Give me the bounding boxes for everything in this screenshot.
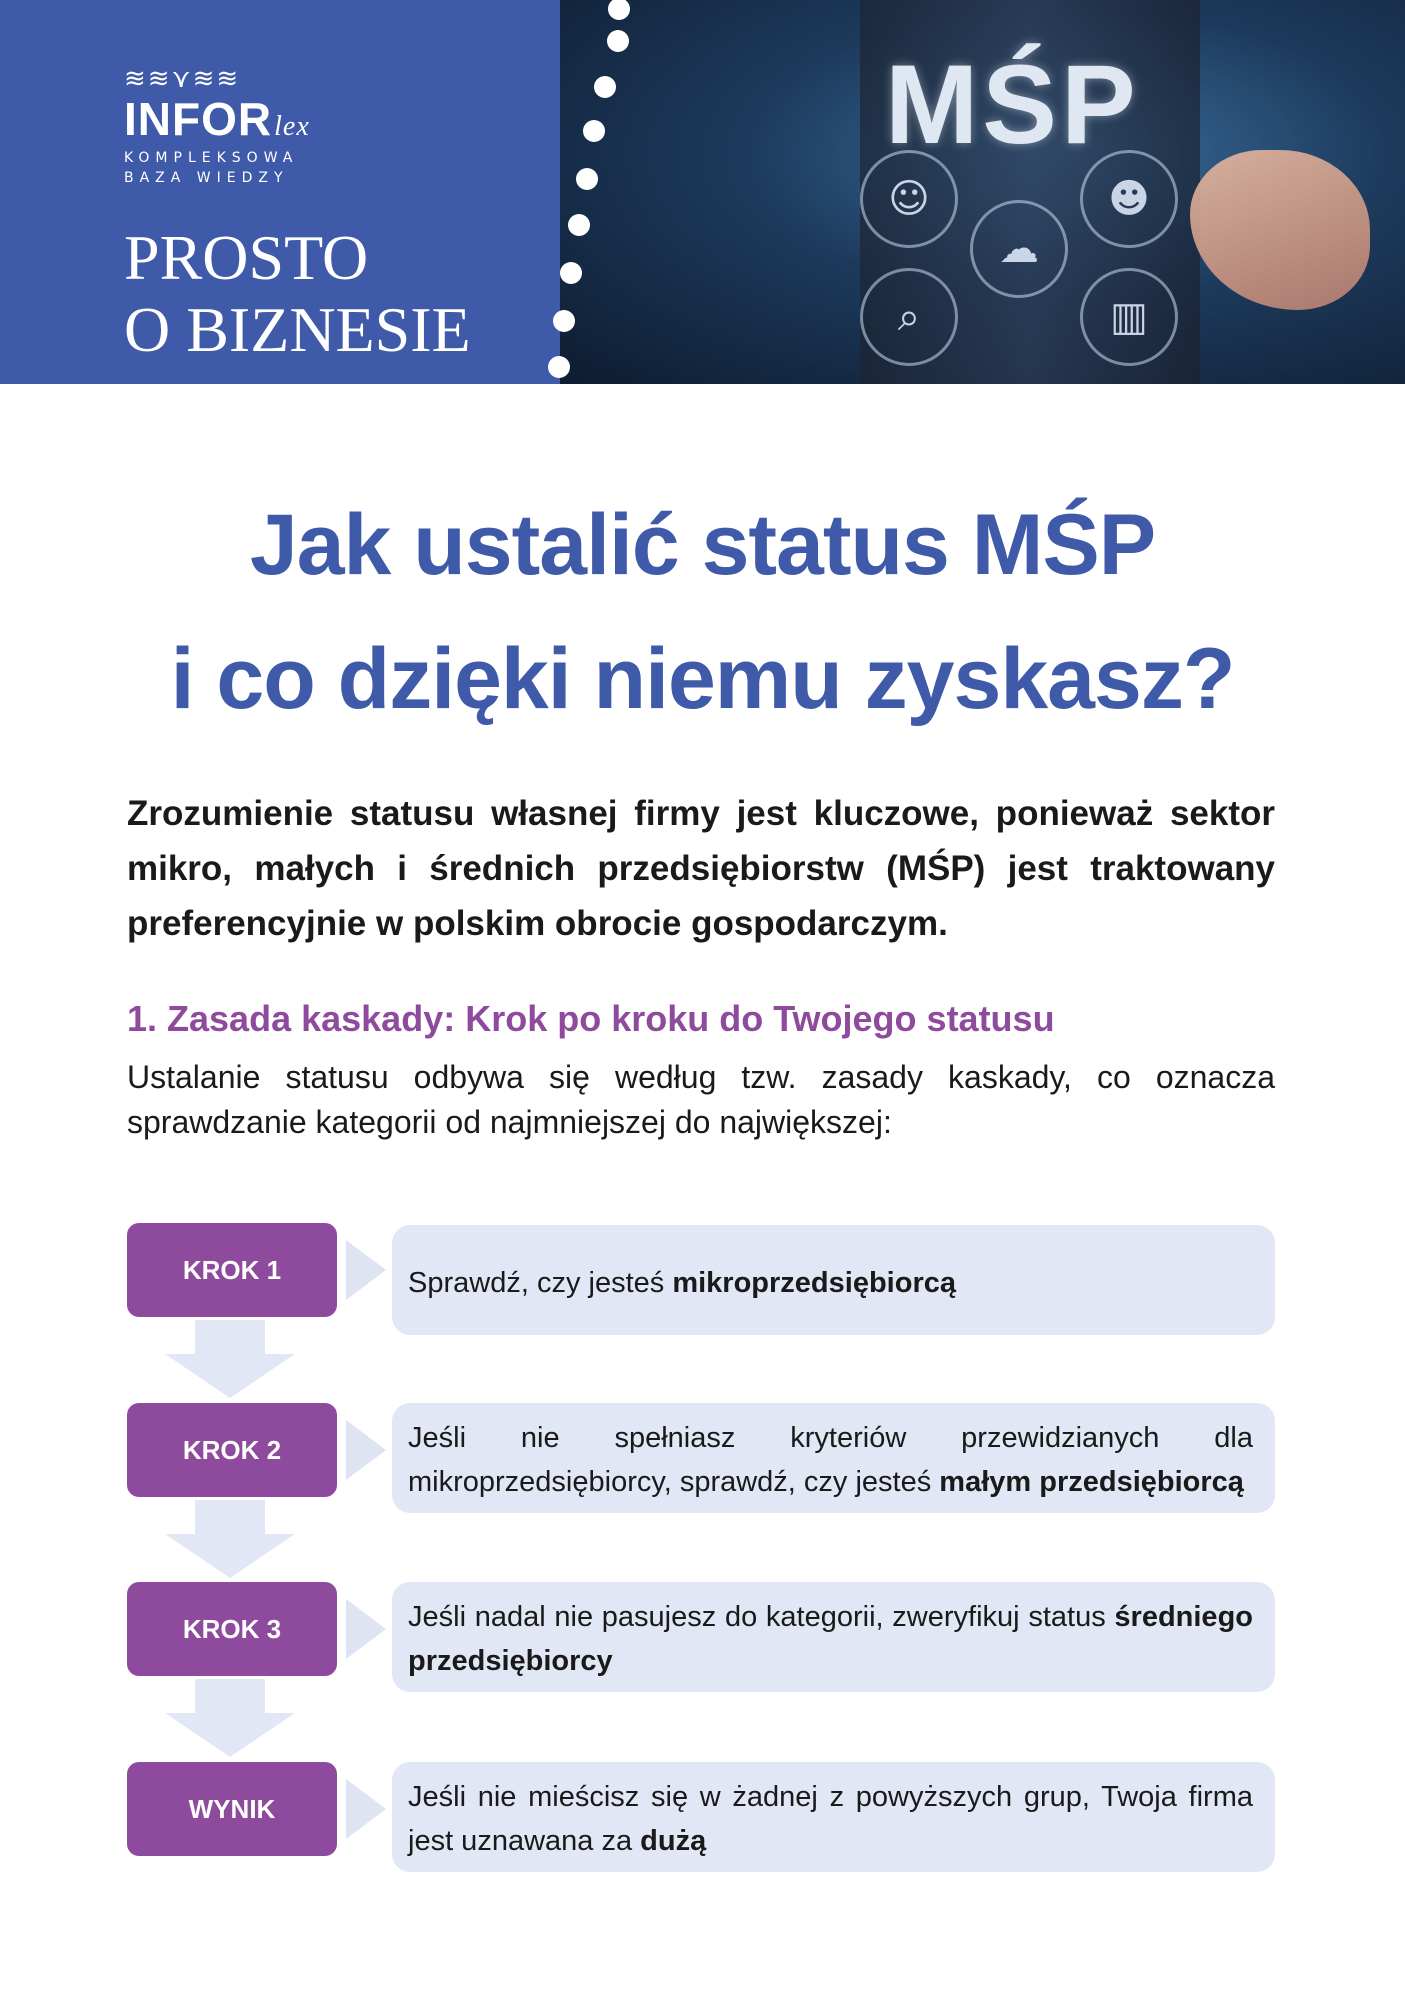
section-paragraph: Ustalanie statusu odbywa się według tzw. zasady kaskady, co oznacza sprawdzanie kategorii od najmniejszej do największej: — [127, 1059, 1275, 1140]
step-bold-3: średniego przedsiębiorcy — [408, 1601, 1253, 1677]
step-box-result — [392, 1762, 1275, 1872]
page-title — [0, 478, 1405, 746]
arrow-down-icon — [165, 1320, 295, 1398]
msp-image-text: MŚP — [885, 42, 1140, 167]
hand-image — [1190, 150, 1370, 310]
cloud-icon: ☁ — [970, 200, 1068, 298]
magnifier-icon: ⌕ — [860, 268, 958, 366]
step-label-3: KROK 3 — [127, 1582, 337, 1676]
step-box-3 — [392, 1582, 1275, 1692]
step-bold-result: dużą — [640, 1825, 707, 1857]
chart-icon: ▥ — [1080, 268, 1178, 366]
arrow-right-icon — [346, 1779, 386, 1839]
step-bold-1: mikroprzedsiębiorcą — [672, 1267, 956, 1299]
header-banner — [0, 0, 1405, 384]
step-label-result: WYNIK — [127, 1762, 337, 1856]
step-text-3: Jeśli nadal nie pasujesz do kategorii, zweryfikuj status — [408, 1601, 1115, 1633]
arrow-right-icon — [346, 1420, 386, 1480]
intro-paragraph: Zrozumienie statusu własnej firmy jest kluczowe, ponieważ sektor mikro, małych i średnich przedsiębiorstw (MŚP) jest traktowany preferencyjnie w polskim obrocie gospodarczym. — [127, 794, 1275, 943]
step-text-result: Jeśli nie mieścisz się w żadnej z powyższych grup, Twoja firma jest uznawana za — [408, 1781, 1253, 1857]
step-text-2: Jeśli nie spełniasz kryteriów przewidzianych dla mikroprzedsiębiorcy, sprawdź, czy jesteś — [408, 1422, 1253, 1498]
step-bold-2: małym przedsiębiorcą — [939, 1466, 1244, 1498]
step-box-2 — [392, 1403, 1275, 1513]
arrow-right-icon — [346, 1240, 386, 1300]
series-title-line1: PROSTO — [124, 222, 369, 293]
logo-subtitle-line1: KOMPLEKSOWA — [124, 150, 299, 166]
dotted-divider — [510, 0, 630, 384]
section-heading: 1. Zasada kaskady: Krok po kroku do Twojego statusu — [127, 998, 1055, 1039]
series-title-line2: O BIZNESIE — [124, 294, 471, 365]
page-title-line1: Jak ustalić status MŚP — [249, 497, 1156, 593]
logo-subtitle-line2: BAZA WIEDZY — [124, 170, 289, 186]
page-title-line2: i co dzięki niemu zyskasz? — [170, 631, 1235, 727]
step-box-1 — [392, 1225, 1275, 1335]
series-title — [124, 222, 471, 366]
arrow-right-icon — [346, 1599, 386, 1659]
arrow-down-icon — [165, 1679, 295, 1757]
step-text-1: Sprawdź, czy jesteś — [408, 1267, 673, 1299]
logo-brand-suffix: lex — [274, 111, 310, 142]
person-icon: ☻ — [1080, 150, 1178, 248]
people-icon: ☺ — [860, 150, 958, 248]
arrow-down-icon — [165, 1500, 295, 1578]
infor-lex-logo — [124, 66, 310, 188]
book-wings-icon: ≋≋⋎≋≋ — [124, 64, 241, 94]
header-photo — [560, 0, 1405, 384]
step-label-1: KROK 1 — [127, 1223, 337, 1317]
logo-brand: INFOR — [124, 93, 273, 145]
step-label-2: KROK 2 — [127, 1403, 337, 1497]
